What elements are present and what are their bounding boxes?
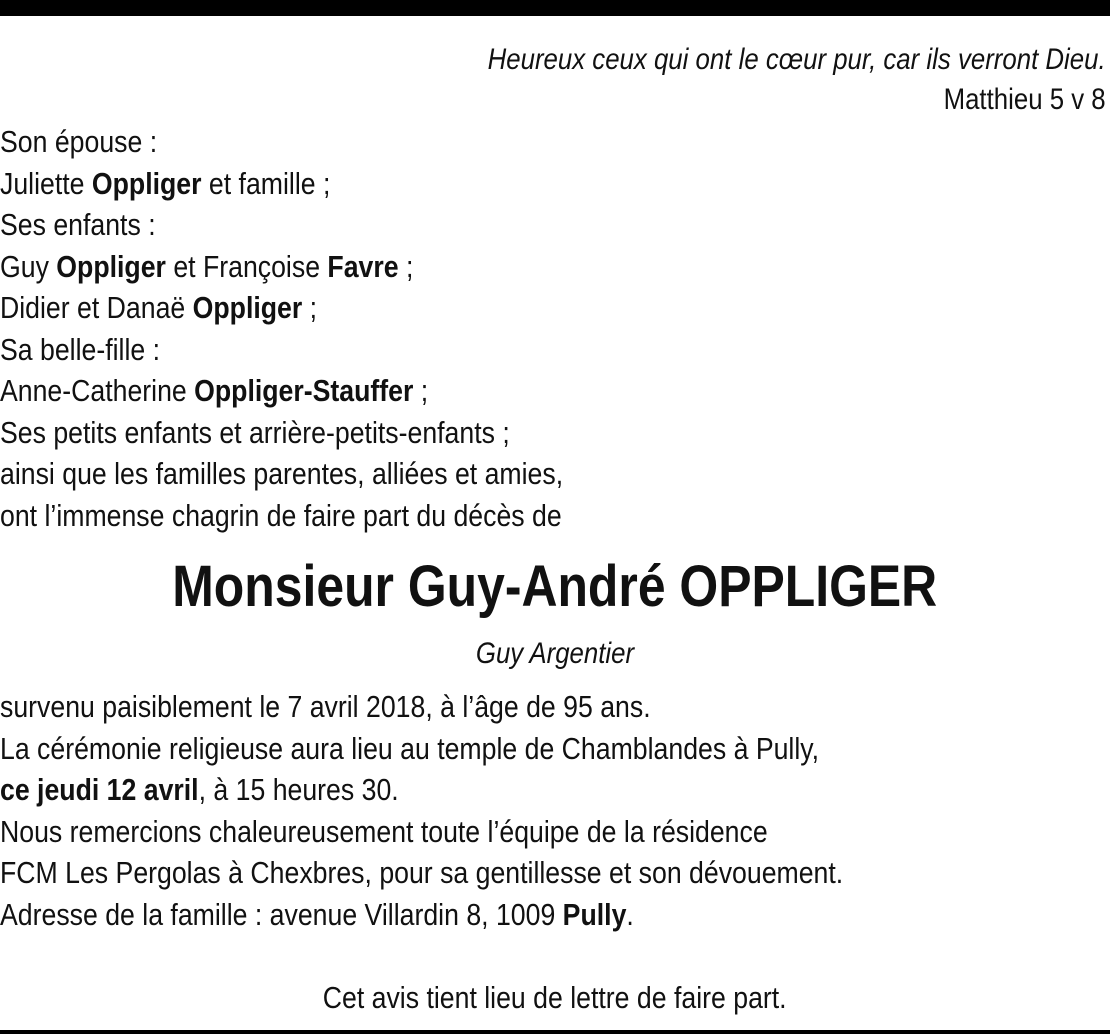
verse-reference: Matthieu 5 v 8 — [943, 83, 1106, 116]
daughter-in-law-surname: Oppliger-Stauffer — [194, 373, 414, 408]
grandchildren-line: Ses petits enfants et arrière-petits-enfants ; — [0, 414, 510, 450]
address-city: Pully — [562, 896, 627, 932]
top-border-rule — [0, 0, 1110, 16]
announcement-line: ont l’immense chagrin de faire part du décès de — [0, 497, 562, 533]
relatives-line: ainsi que les familles parentes, alliées et amies, — [0, 456, 564, 491]
daughter-in-law-line: Anne-Catherine Oppliger-Stauffer ; — [0, 373, 429, 408]
deceased-name-heading: Monsieur Guy-André OPPLIGER — [172, 554, 938, 619]
child1-line: Guy Oppliger et Françoise Favre ; — [0, 248, 414, 284]
children-label: Ses enfants : — [0, 207, 156, 242]
thanks-line-1: Nous remercions chaleureusement toute l’équipe de la résidence — [0, 813, 768, 849]
ceremony-details — [0, 686, 843, 935]
death-line: survenu paisiblement le 7 avril 2018, à l’âge de 95 ans. — [0, 689, 651, 724]
verse-quote: Heureux ceux qui ont le cœur pur, car ils verront Dieu. — [487, 43, 1106, 76]
child2-surname: Oppliger — [192, 290, 303, 325]
ceremony-line: La cérémonie religieuse aura lieu au temple de Chamblandes à Pully, — [0, 730, 820, 766]
child1-partner-surname: Favre — [327, 248, 399, 284]
bottom-border-rule — [0, 1030, 1110, 1034]
ceremony-date-line: ce jeudi 12 avril, à 15 heures 30. — [0, 772, 399, 807]
wife-line: Juliette Oppliger et famille ; — [0, 165, 331, 201]
closing-note: Cet avis tient lieu de lettre de faire part. — [323, 980, 787, 1015]
bible-verse — [488, 40, 1106, 120]
child1-surname: Oppliger — [56, 248, 166, 284]
ceremony-date: ce jeudi 12 avril — [0, 772, 199, 807]
child2-line: Didier et Danaë Oppliger ; — [0, 290, 318, 325]
address-line: Adresse de la famille : avenue Villardin 8, 1009 Pully. — [0, 896, 634, 932]
deceased-nickname: Guy Argentier — [475, 637, 635, 670]
wife-label: Son épouse : — [0, 124, 158, 159]
thanks-line-2: FCM Les Pergolas à Chexbres, pour sa gentillesse et son dévouement. — [0, 855, 844, 890]
wife-surname: Oppliger — [91, 165, 202, 201]
family-list — [0, 121, 563, 536]
daughter-in-law-label: Sa belle-fille : — [0, 331, 161, 367]
